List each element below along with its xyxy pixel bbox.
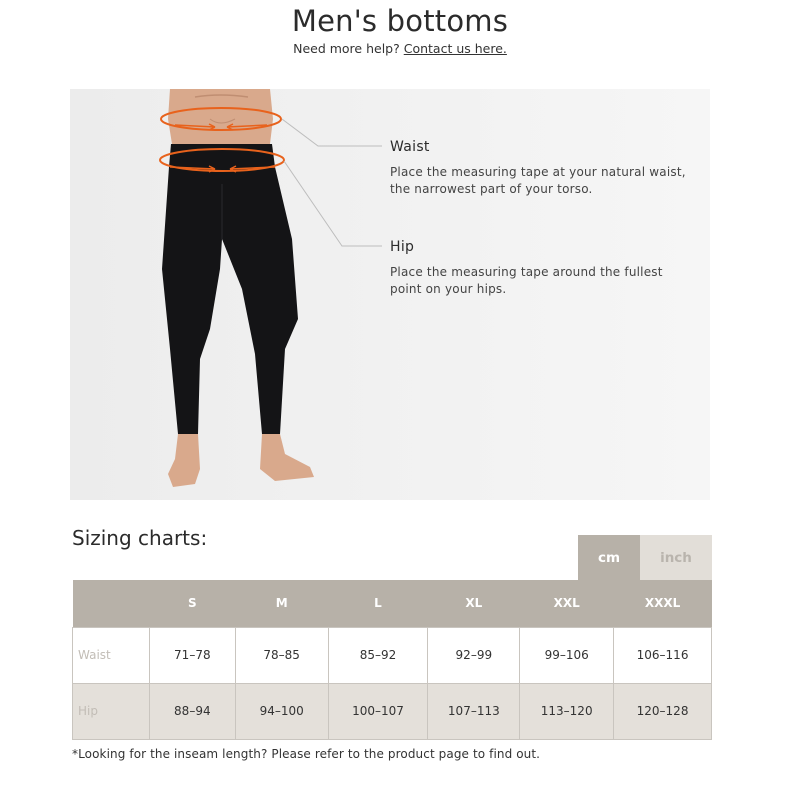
table-cell: 100–107 [328, 683, 428, 739]
table-row-hip [73, 683, 712, 739]
table-cell: 107–113 [428, 683, 520, 739]
table-cell: 71–78 [149, 627, 235, 683]
sizing-charts-heading: Sizing charts: [72, 526, 208, 550]
inseam-footnote: *Looking for the inseam length? Please refer to the product page to find out. [72, 747, 541, 761]
hip-title: Hip [390, 239, 415, 255]
header-cell-l: L [328, 580, 428, 627]
help-prefix: Need more help? [293, 41, 400, 56]
table-cell: 94–100 [235, 683, 328, 739]
table-cell: 99–106 [520, 627, 614, 683]
table-cell: 92–99 [428, 627, 520, 683]
waist-title: Waist [390, 139, 430, 155]
header-cell-xxxl: XXXL [614, 580, 712, 627]
measurement-photo-panel [70, 89, 710, 500]
header-cell-m: M [235, 580, 328, 627]
table-cell: 113–120 [520, 683, 614, 739]
table-cell: 120–128 [614, 683, 712, 739]
row-label-hip: Hip [73, 683, 150, 739]
waist-description: Place the measuring tape at your natural waist, the narrowest part of your torso. [390, 165, 686, 196]
hip-description: Place the measuring tape around the fullest point on your hips. [390, 265, 663, 296]
table-cell: 88–94 [149, 683, 235, 739]
table-cell: 106–116 [614, 627, 712, 683]
header-cell-s: S [149, 580, 235, 627]
table-cell: 85–92 [328, 627, 428, 683]
hip-measurement [390, 239, 690, 298]
waist-measurement [390, 139, 690, 198]
size-table [72, 580, 712, 740]
help-line [0, 41, 800, 56]
unit-tab-inch[interactable]: inch [640, 535, 712, 580]
header-cell-xxl: XXL [520, 580, 614, 627]
row-label-waist: Waist [73, 627, 150, 683]
contact-link[interactable]: Contact us here. [403, 41, 507, 56]
size-header-row [73, 580, 712, 627]
table-row-waist [73, 627, 712, 683]
table-cell: 78–85 [235, 627, 328, 683]
header-cell-xl: XL [428, 580, 520, 627]
unit-toggle [578, 535, 712, 580]
unit-tab-cm[interactable]: cm [578, 535, 640, 580]
header-cell-empty [73, 580, 150, 627]
page-title: Men's bottoms [291, 4, 509, 38]
